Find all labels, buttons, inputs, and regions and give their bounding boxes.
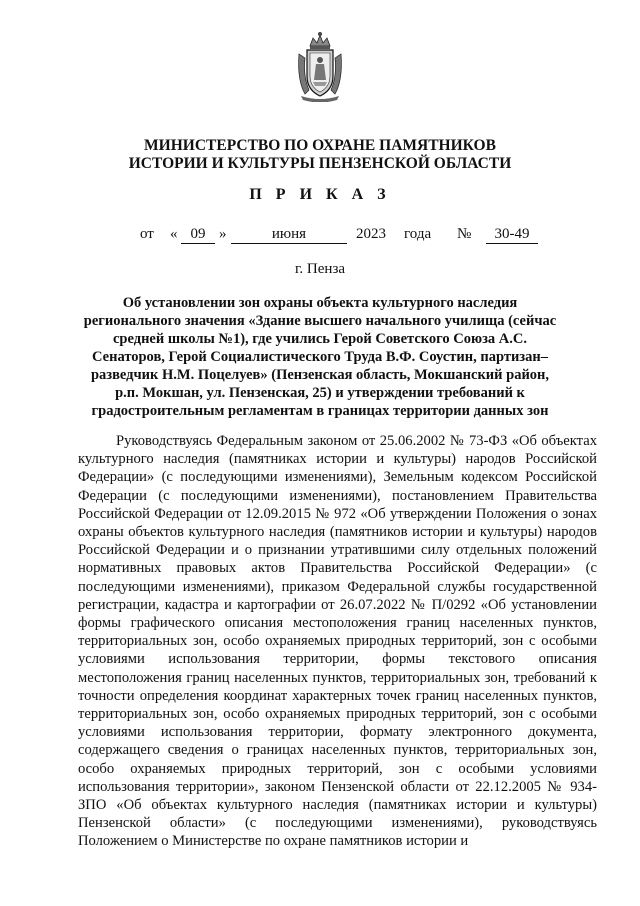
ministry-name-line-1: МИНИСТЕРСТВО ПО ОХРАНЕ ПАМЯТНИКОВ [144,137,496,154]
date-quote-open: « [170,226,178,242]
coat-of-arms-emblem [293,30,347,102]
date-quote-close: » [219,226,227,242]
date-year-word: года [404,226,432,242]
city-name: г. Пенза [294,261,346,277]
date-month: июня [231,226,347,244]
date-year: 2023 [356,226,386,242]
date-number-line [0,226,640,246]
date-prefix: от [140,226,154,242]
order-body-paragraph: Руководствуясь Федеральным законом от 25.06.2002 № 73-ФЗ «Об объектах культурного наследия (памятниках истории и культуры) народов Российской Федерации» (с последующими изменениями), Земельным кодексом Российской Федерации (с последующими изменениями), постановлением Правительства Российской Федерации от 12.09.2015 № 972 «Об утверждении Положения о зонах охраны объектов культурного наследия (памятников истории и культуры) народов Российской Федерации и о признании утратившими силу отдельных положений нормативных правовых актов Правительства Российской Федерации» (с последующими изменениями), приказом Федеральной службы государственной регистрации, кадастра и картографии от 26.07.2022 № П/0292 «Об установлении формы графического описания местоположения границ населенных пунктов, территориальных зон, особо охраняемых природных территорий, зон с особыми условиями использования территории, формы текстового описания местоположения границ населенных пунктов, территориальных зон, требований к точности определения координат характерных точек границ населенных пунктов, территориальных зон, особо охраняемых природных территорий, зон с особыми условиями использования территории, формату электронного документа, содержащего сведения о границах населенных пунктов, территориальных зон, особо охраняемых природных территорий, зон с особыми условиями использования территории», законом Пензенской области от 22.12.2005 № 934-ЗПО «Об объектах культурного наследия (памятниках истории и культуры) Пензенской области» (с последующими изменениями), руководствуясь Положением о Министерстве по охране памятников истории и [78,433,597,850]
order-number: 30-49 [486,226,538,244]
document-type-heading: П Р И К А З [249,186,391,203]
number-sign: № [457,226,472,242]
order-title: Об установлении зон охраны объекта культурного наследия регионального значения «Здание высшего начального училища (сейчас средней школы №1), где учились Герой Советского Союза А.С. Сенаторов, Герой Социалистического Труда В.Ф. Соустин, партизан–разведчик Н.М. Поцелуев» (Пензенская область, Мокшанский район, р.п. Мокшан, ул. Пензенская, 25) и утверждении требований к градостроительным регламентам в границах территории данных зон [83,295,557,419]
ministry-name-line-2: ИСТОРИИ И КУЛЬТУРЫ ПЕНЗЕНСКОЙ ОБЛАСТИ [128,155,512,172]
date-day: 09 [181,226,215,244]
